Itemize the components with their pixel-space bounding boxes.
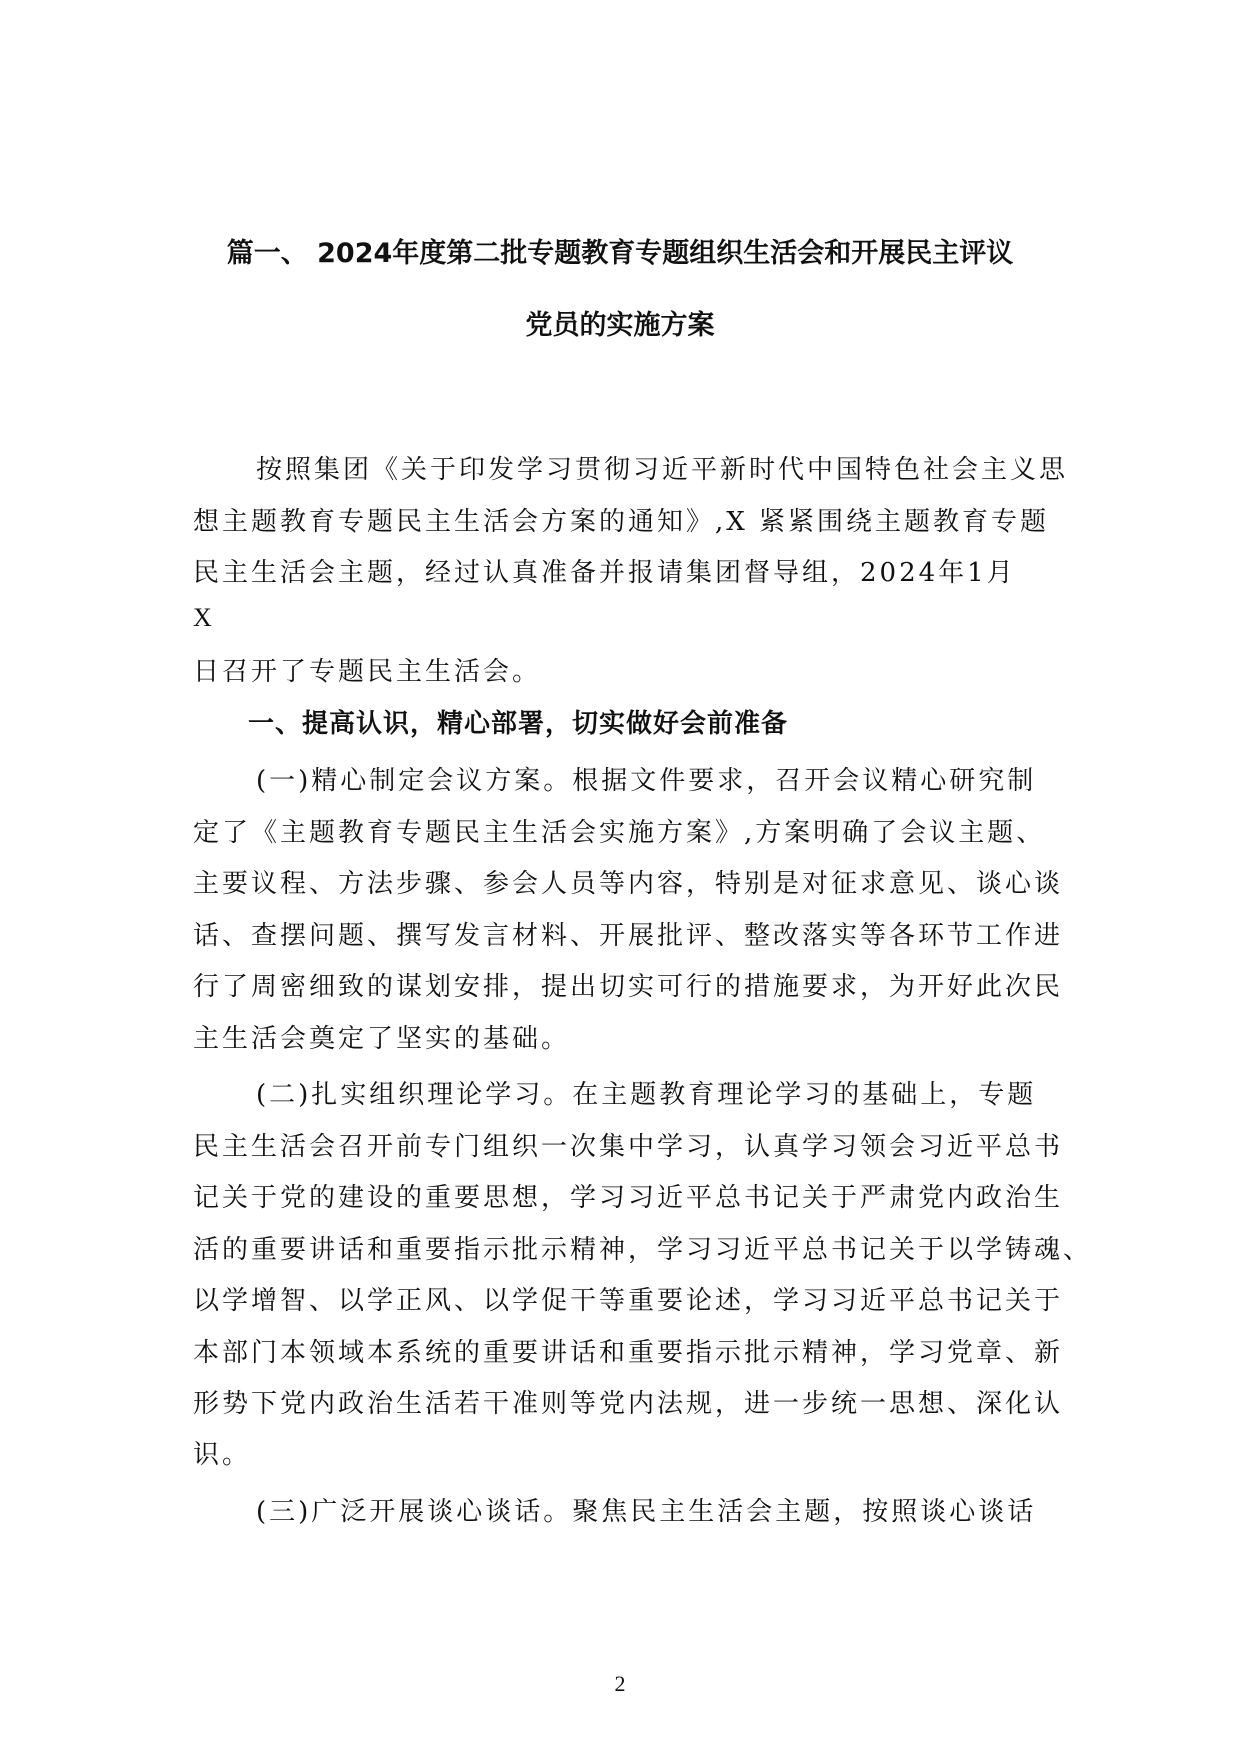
section-heading: 一、提高认识，精心部署，切实做好会前准备 [248, 709, 789, 739]
document-title-line-1: 篇一、 2024年度第二批专题教育专题组织生活会和开展民主评议 [226, 238, 1014, 269]
intro-line: 民主生活会主题，经过认真准备并报请集团督导组，2024年1月 [193, 558, 1016, 588]
paragraph-line: 识。 [193, 1440, 252, 1470]
paragraph-line: 形势下党内政治生活若干准则等党内法规，进一步统一思想、深化认 [193, 1389, 1064, 1419]
intro-line: 想主题教育专题民主生活会方案的通知》,X 紧紧围绕主题教育专题 [193, 507, 1050, 537]
paragraph-line: 行了周密细致的谋划安排，提出切实可行的措施要求，为开好此次民 [193, 972, 1064, 1002]
paragraph-line: 定了《主题教育专题民主生活会实施方案》,方案明确了会议主题、 [193, 818, 1046, 848]
paragraph-line: (一)精心制定会议方案。根据文件要求，召开会议精心研究制 [256, 766, 1037, 796]
paragraph-line: (三)广泛开展谈心谈话。聚焦民主生活会主题，按照谈心谈话 [256, 1497, 1037, 1527]
paragraph-line: 活的重要讲话和重要指示批示精神，学习习近平总书记关于以学铸魂、 [193, 1235, 1093, 1265]
document-title-line-2: 党员的实施方案 [525, 310, 715, 341]
paragraph-line: 主生活会奠定了坚实的基础。 [193, 1024, 571, 1054]
intro-line: X [193, 603, 215, 632]
paragraph-line: 话、查摆问题、撰写发言材料、开展批评、整改落实等各环节工作进 [193, 921, 1064, 951]
page-number: 2 [614, 1671, 626, 1696]
paragraph-line: (二)扎实组织理论学习。在主题教育理论学习的基础上，专题 [256, 1080, 1037, 1110]
paragraph-line: 民主生活会召开前专门组织一次集中学习，认真学习领会习近平总书 [193, 1132, 1064, 1162]
intro-line: 日召开了专题民主生活会。 [193, 657, 542, 687]
paragraph-line: 主要议程、方法步骤、参会人员等内容，特别是对征求意见、谈心谈 [193, 869, 1064, 899]
intro-line: 按照集团《关于印发学习贯彻习近平新时代中国特色社会主义思 [256, 455, 1069, 485]
paragraph-line: 本部门本领域本系统的重要讲话和重要指示批示精神，学习党章、新 [193, 1338, 1064, 1368]
paragraph-line: 记关于党的建设的重要思想，学习习近平总书记关于严肃党内政治生 [193, 1183, 1064, 1213]
paragraph-line: 以学增智、以学正风、以学促干等重要论述，学习习近平总书记关于 [193, 1286, 1064, 1316]
